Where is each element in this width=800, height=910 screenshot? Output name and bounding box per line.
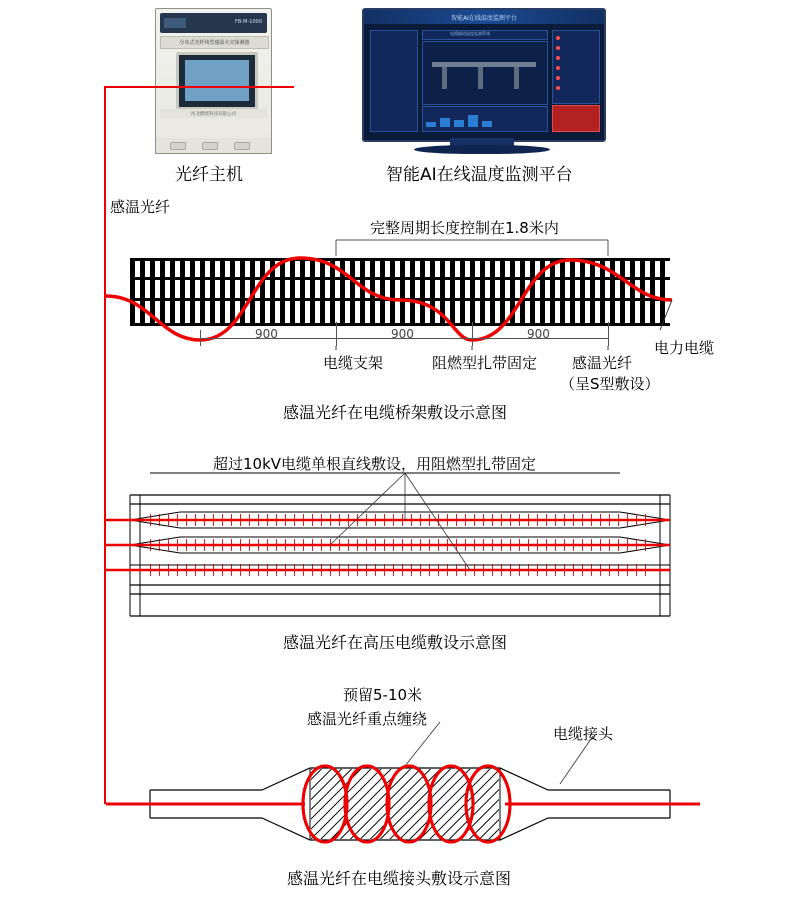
host-base	[155, 138, 272, 154]
monitor-left-panel	[370, 30, 418, 132]
platform-caption: 智能AI在线温度监测平台	[386, 165, 573, 185]
host-model-label: FB-M-1000	[235, 19, 262, 25]
monitor-chart-bar	[440, 118, 450, 127]
tray-inner-line	[130, 298, 670, 301]
dimension-900: 900	[527, 327, 550, 341]
monitor-subtitle: 电缆隧道温度监测系统	[450, 31, 490, 36]
tie-hatch-row	[150, 539, 650, 551]
monitor-chart-bar	[482, 121, 492, 127]
status-dot	[556, 66, 560, 70]
status-dot	[556, 56, 560, 60]
host-screen-inner	[185, 60, 249, 101]
dimension-tick	[336, 322, 337, 346]
tray-top-note: 完整周期长度控制在1.8米内	[370, 219, 559, 237]
joint-note-line2: 感温光纤重点缠绕	[307, 710, 428, 728]
status-dot	[556, 76, 560, 80]
host-brand-strip: 河北燃烧科技有限公司	[160, 109, 267, 118]
monitor-chart-bar	[468, 115, 478, 127]
monitor-pillar	[442, 67, 447, 89]
status-dot	[556, 86, 560, 90]
monitor-pillar	[514, 67, 519, 89]
dimension-tick	[608, 322, 609, 346]
host-logo	[164, 18, 186, 28]
label-power-cable: 电力电缆	[654, 339, 715, 357]
status-dot	[556, 36, 560, 40]
host-title-strip: 分布式光纤线型感温火灾探测器	[160, 36, 269, 49]
host-screen	[176, 52, 258, 110]
fiber-line-to-host	[104, 86, 294, 88]
monitor-center-3d-view	[422, 41, 548, 105]
fiber-label: 感温光纤	[110, 198, 171, 216]
label-temp-fiber-sub: （呈S型敷设）	[560, 375, 660, 393]
monitor-screen	[362, 8, 606, 142]
section2-caption: 感温光纤在高压电缆敷设示意图	[283, 633, 508, 652]
joint-note-line1: 预留5-10米	[343, 686, 423, 704]
section3-caption: 感温光纤在电缆接头敷设示意图	[287, 869, 512, 888]
monitor-base	[414, 145, 550, 154]
monitor-chart-bar	[454, 120, 464, 127]
host-knob	[170, 142, 186, 150]
joint-hatch-fill	[311, 769, 499, 839]
host-caption: 光纤主机	[175, 165, 243, 185]
tie-hatch-row	[150, 564, 650, 576]
host-top-panel	[160, 13, 267, 33]
section1-caption: 感温光纤在电缆桥架敷设示意图	[283, 403, 508, 422]
fiber-main-vertical-line	[104, 86, 106, 804]
label-flame-retardant-tie: 阻燃型扎带固定	[432, 354, 538, 372]
host-body	[155, 8, 272, 140]
host-knob	[202, 142, 218, 150]
hv-top-note: 超过10kV电缆单根直线敷设，用阻燃型扎带固定	[213, 455, 537, 473]
cable-tray-hatch-band	[130, 258, 670, 326]
dimension-900: 900	[391, 327, 414, 341]
dimension-tick	[200, 330, 201, 346]
status-dot	[556, 46, 560, 50]
tray-inner-line	[130, 277, 670, 280]
label-cable-support: 电缆支架	[323, 354, 384, 372]
label-cable-joint: 电缆接头	[553, 725, 614, 743]
monitor-alarm-panel	[552, 105, 600, 132]
monitor-header-title: 智能AI在线温度监测平台	[364, 10, 604, 24]
dimension-tick	[472, 322, 473, 346]
tie-hatch-row	[150, 514, 650, 526]
label-temp-fiber: 感温光纤	[572, 354, 633, 372]
monitor-pillar	[478, 67, 483, 89]
host-knob	[234, 142, 250, 150]
fiber-host-device	[155, 8, 270, 153]
monitor-bridge-deck	[432, 62, 536, 67]
monitor-chart-bar	[426, 122, 436, 127]
monitor-display	[362, 8, 602, 153]
host-lower-panel	[160, 122, 267, 135]
dimension-900: 900	[255, 327, 278, 341]
